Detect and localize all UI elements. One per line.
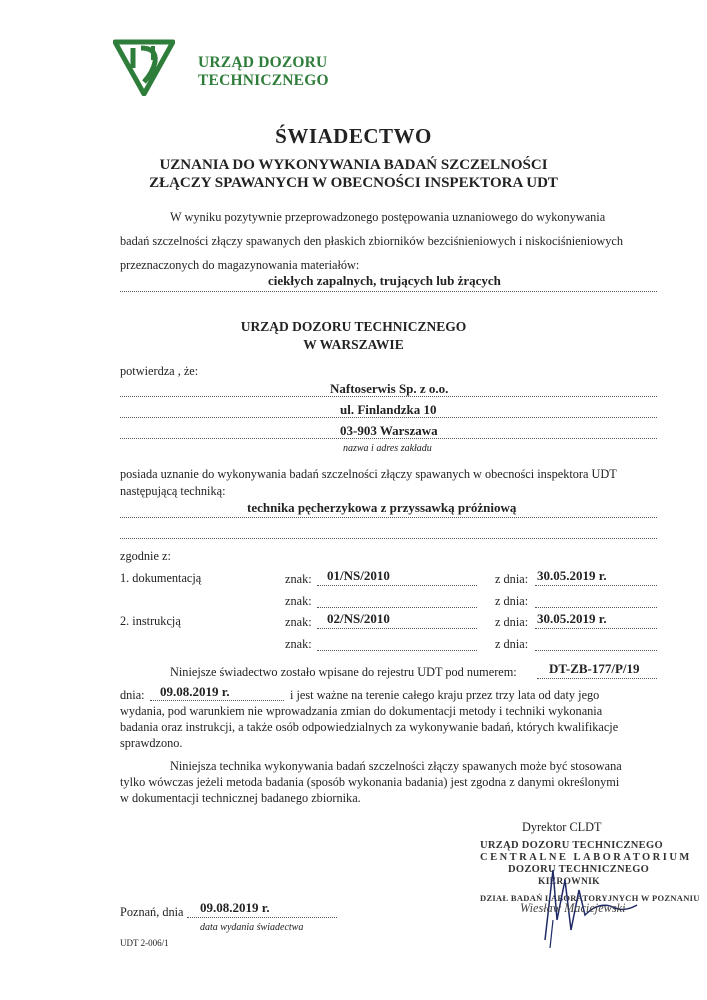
instr-date-dotline xyxy=(535,628,657,629)
registry-prefix: Niniejsze świadectwo zostało wpisane do rejestru UDT pod numerem: xyxy=(170,665,517,679)
doc2-sign-label: znak: xyxy=(285,594,312,608)
holds-line-1: posiada uznanie do wykonywania badań szczelności złączy spawanych w obecności inspektora UDT xyxy=(120,467,617,481)
signature-role: Dyrektor CLDT xyxy=(522,820,602,834)
doc-sign-value: 01/NS/2010 xyxy=(327,568,390,583)
note-line-1: Niniejsza technika wykonywania badań szczelności złączy spawanych może być stosowana xyxy=(170,759,622,773)
intro-line-1: W wyniku pozytywnie przeprowadzonego postępowania uznaniowego do wykonywania xyxy=(170,210,606,224)
company-name: Naftoserwis Sp. z o.o. xyxy=(330,381,449,396)
technique-dotline-2 xyxy=(120,538,657,539)
document-title: ŚWIADECTWO xyxy=(275,124,432,148)
doc-label: 1. dokumentacją xyxy=(120,571,202,585)
udt-logo-icon xyxy=(113,38,175,96)
instr2-sign-dotline xyxy=(317,650,477,651)
holds-line-2: następującą techniką: xyxy=(120,484,226,498)
company-city: 03-903 Warszawa xyxy=(340,423,438,438)
stamp-line-2: CENTRALNE LABORATORIUM xyxy=(480,852,692,863)
instr-label: 2. instrukcją xyxy=(120,614,181,628)
issue-date-caption: data wydania świadectwa xyxy=(200,922,304,933)
doc-date-label: z dnia: xyxy=(495,572,529,586)
registry-rest-3: badania oraz instrukcji, a także osób odpowiedzialnych za wykonywanie badań, których kwalifikacje xyxy=(120,720,619,734)
technique-dotline-1 xyxy=(120,517,657,518)
note-line-3: w dokumentacji technicznej badanego zbiornika. xyxy=(120,791,361,805)
registry-rest-4: sprawdzono. xyxy=(120,736,183,750)
instr-date-label: z dnia: xyxy=(495,615,529,629)
subtitle-line-2: ZŁĄCZY SPAWANYCH W OBECNOŚCI INSPEKTORA UDT xyxy=(149,175,558,191)
materials-value: ciekłych zapalnych, trujących lub żrących xyxy=(268,273,501,288)
form-code: UDT 2-006/1 xyxy=(120,938,169,948)
doc-sign-dotline xyxy=(317,585,477,586)
doc-date-dotline xyxy=(535,585,657,586)
issue-place-prefix: Poznań, dnia xyxy=(120,905,184,919)
org-line-1: URZĄD DOZORU xyxy=(198,54,328,71)
instr-date-value: 30.05.2019 r. xyxy=(537,611,607,626)
issue-date-dotline xyxy=(187,917,337,918)
registry-rest-2: wydania, pod warunkiem nie wprowadzania zmian do dokumentacji metody i techniki wykonania xyxy=(120,704,603,718)
company-caption: nazwa i adres zakładu xyxy=(343,443,432,454)
instr-sign-dotline xyxy=(317,628,477,629)
instr2-sign-label: znak: xyxy=(285,637,312,651)
intro-line-3: przeznaczonych do magazynowania materiałów: xyxy=(120,258,360,272)
udt-logo xyxy=(113,38,175,96)
doc2-date-label: z dnia: xyxy=(495,594,529,608)
subtitle-line-1: UZNANIA DO WYKONYWANIA BADAŃ SZCZELNOŚCI xyxy=(159,157,548,173)
doc2-sign-dotline xyxy=(317,607,477,608)
stamp-line-1: URZĄD DOZORU TECHNICZNEGO xyxy=(480,840,663,851)
registry-date-label: dnia: xyxy=(120,688,145,702)
instr2-date-dotline xyxy=(535,650,657,651)
company-street: ul. Finlandzka 10 xyxy=(340,402,437,417)
instr2-date-label: z dnia: xyxy=(495,637,529,651)
registry-date: 09.08.2019 r. xyxy=(160,684,230,699)
stamp-line-4: KIEROWNIK xyxy=(538,877,600,887)
signatory-name: Wiesław Maciejewski xyxy=(520,901,626,915)
confirms-label: potwierdza , że: xyxy=(120,364,199,378)
registry-date-dotline xyxy=(150,700,284,701)
materials-dotline xyxy=(120,291,657,292)
issue-date: 09.08.2019 r. xyxy=(200,900,270,915)
registry-number: DT-ZB-177/P/19 xyxy=(549,661,640,676)
note-line-2: tylko wówczas jeżeli metoda badania (sposób wykonania badania) jest zgodna z danymi określonymi xyxy=(120,775,620,789)
authority-line-2: W WARSZAWIE xyxy=(303,337,404,352)
intro-line-2: badań szczelności złączy spawanych den płaskich zbiorników bezciśnieniowych i niskociśnieniowych xyxy=(120,234,623,248)
doc-date-value: 30.05.2019 r. xyxy=(537,568,607,583)
organization-name xyxy=(198,54,329,90)
registry-rest-1: i jest ważne na terenie całego kraju przez trzy lata od daty jego xyxy=(290,688,600,702)
according-label: zgodnie z: xyxy=(120,549,171,563)
technique-value: technika pęcherzykowa z przyssawką próżniową xyxy=(247,500,517,515)
doc-sign-label: znak: xyxy=(285,572,312,586)
doc2-date-dotline xyxy=(535,607,657,608)
stamp-line-3: DOZORU TECHNICZNEGO xyxy=(508,864,650,875)
instr-sign-label: znak: xyxy=(285,615,312,629)
authority-line-1: URZĄD DOZORU TECHNICZNEGO xyxy=(240,319,467,334)
org-line-2: TECHNICZNEGO xyxy=(198,72,329,89)
stamp-line-5: DZIAŁ BADAŃ LABORATORYJNYCH W POZNANIU xyxy=(480,893,700,903)
instr-sign-value: 02/NS/2010 xyxy=(327,611,390,626)
registry-number-dotline xyxy=(537,678,657,679)
